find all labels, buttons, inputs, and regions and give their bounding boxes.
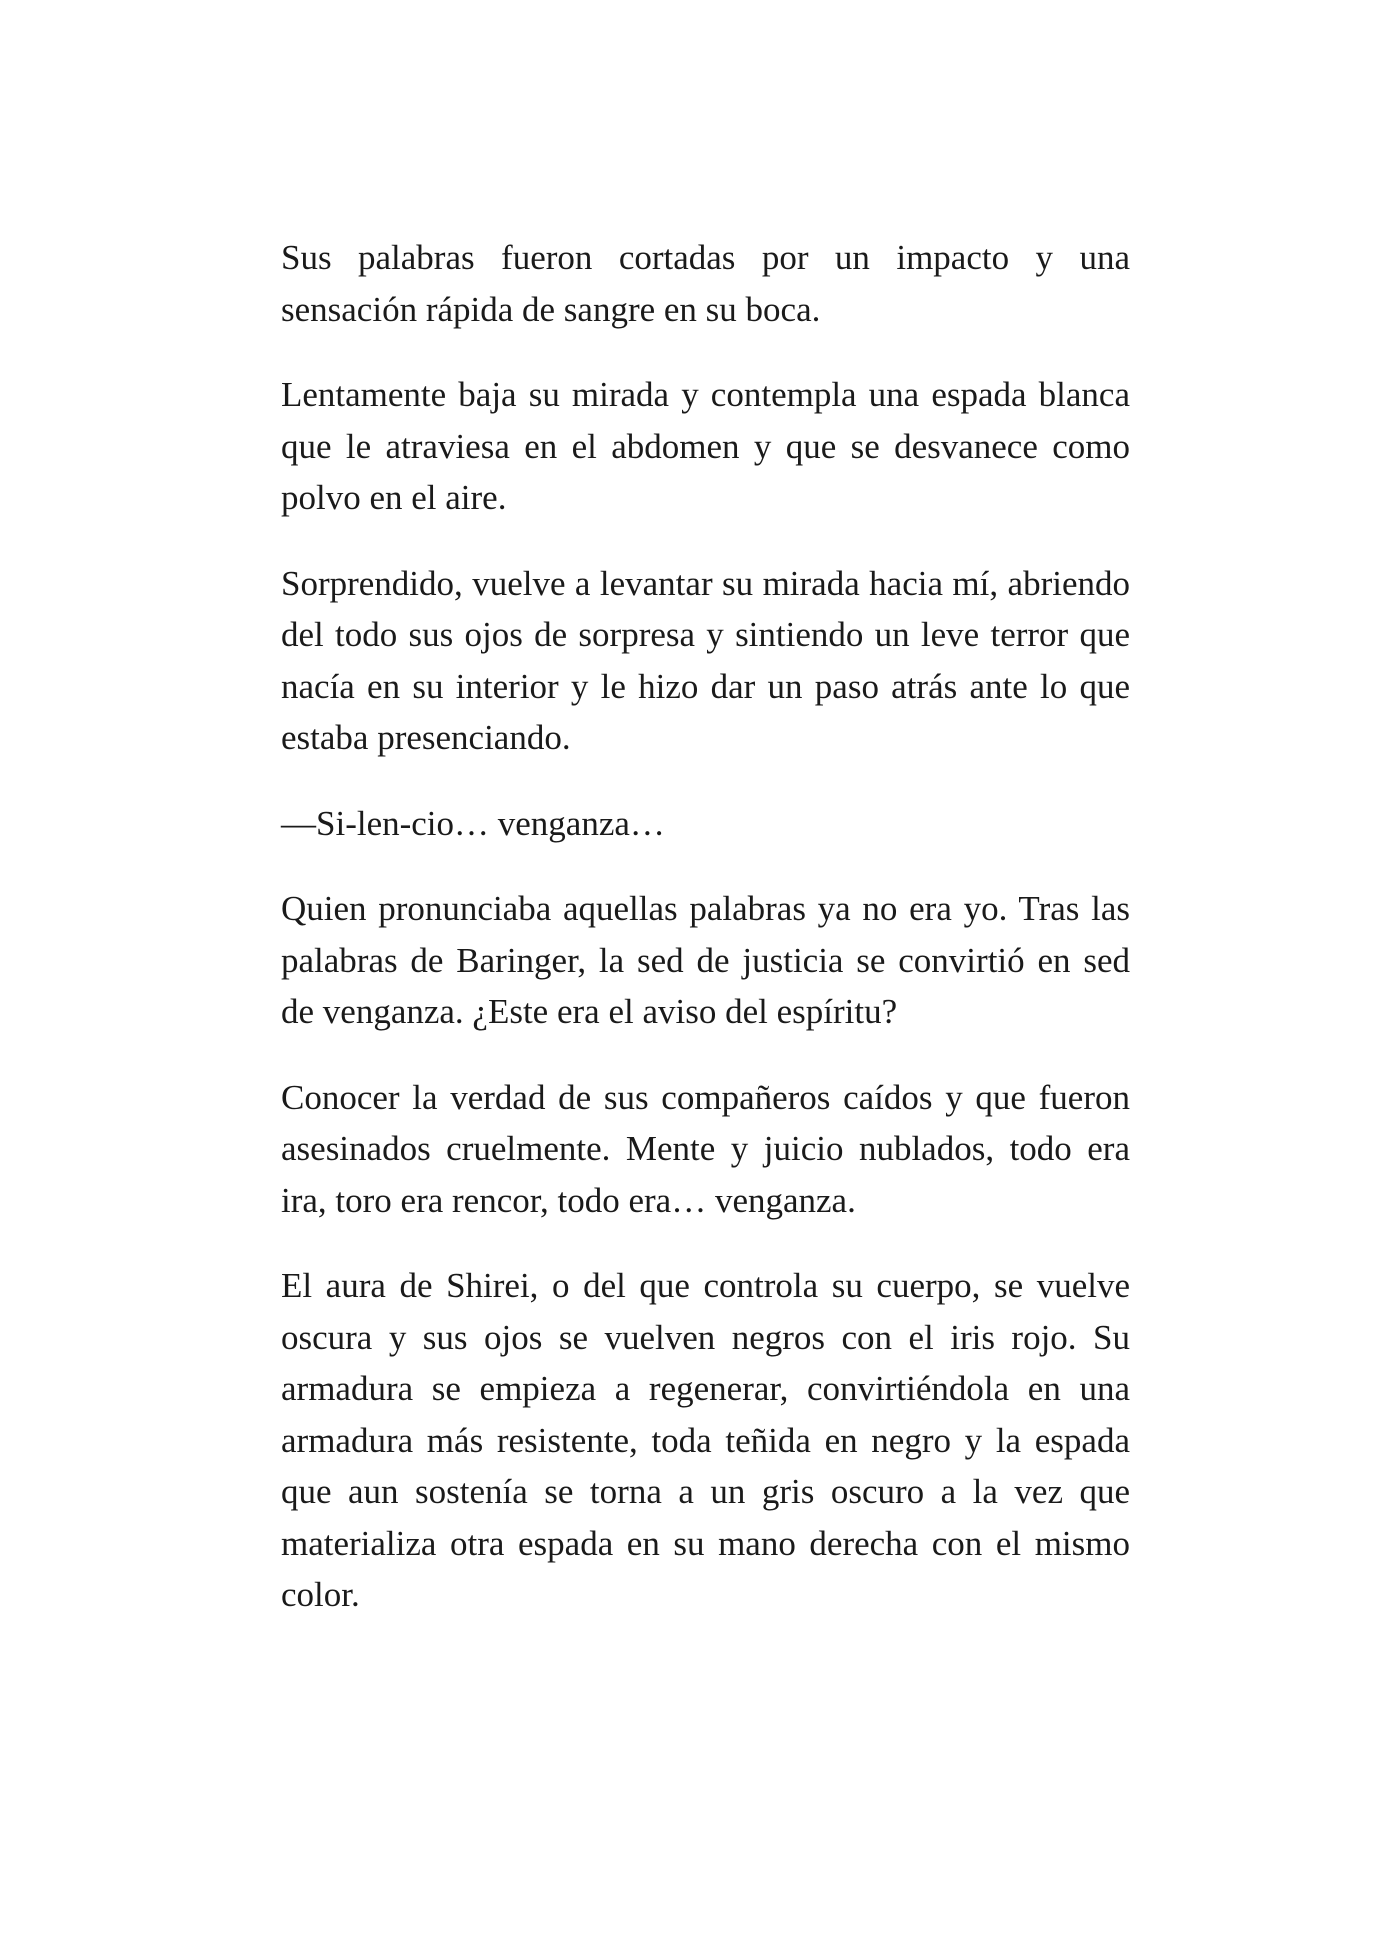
paragraph-5: Quien pronunciaba aquellas palabras ya no era yo. Tras las palabras de Baringer, la sed de justicia se convirtió en sed de venganza. ¿Este era el aviso del espíritu? <box>281 889 1130 1031</box>
dialogue-line: —Si-len-cio… venganza… <box>281 803 665 843</box>
body-text <box>281 232 1130 1655</box>
paragraph-3: Sorprendido, vuelve a levantar su mirada hacia mí, abriendo del todo sus ojos de sorpresa y sintiendo un leve terror que nacía en su interior y le hizo dar un paso atrás ante lo que estaba presenciando. <box>281 563 1130 757</box>
paragraph-2: Lentamente baja su mirada y contempla una espada blanca que le atraviesa en el abdomen y que se desvanece como polvo en el aire. <box>281 375 1130 517</box>
paragraph-1: Sus palabras fueron cortadas por un impacto y una sensación rápida de sangre en su boca. <box>281 238 1130 329</box>
paragraph-7: El aura de Shirei, o del que controla su cuerpo, se vuelve oscura y sus ojos se vuelven negros con el iris rojo. Su armadura se empieza a regenerar, convirtiéndola en una armadura más resistente, toda teñida en negro y la espada que aun sostenía se torna a un gris oscuro a la vez que materializa otra espada en su mano derecha con el mismo color. <box>281 1266 1130 1614</box>
paragraph-6: Conocer la verdad de sus compañeros caídos y que fueron asesinados cruelmente. Mente y juicio nublados, todo era ira, toro era rencor, todo era… venganza. <box>281 1077 1130 1220</box>
